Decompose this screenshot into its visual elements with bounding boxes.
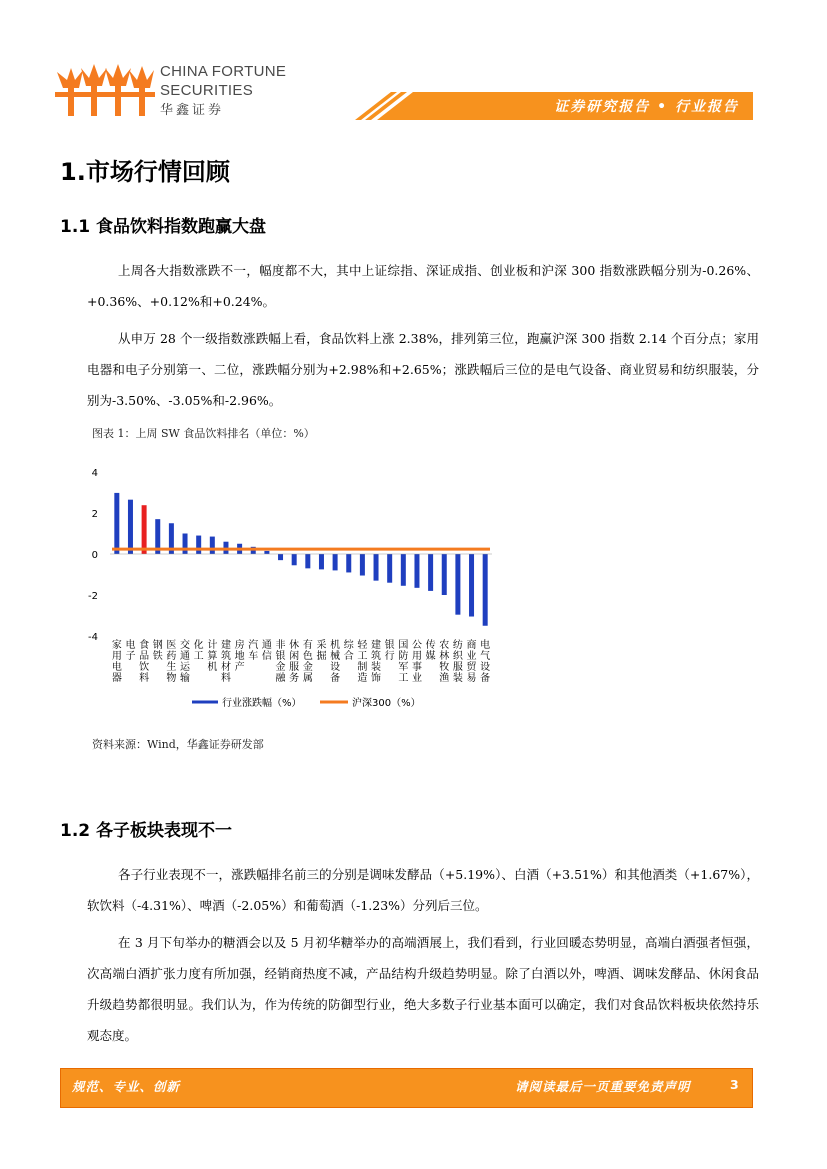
- x-tick-label-char: 器: [111, 673, 122, 684]
- x-tick-label-char: 汽: [248, 640, 259, 651]
- bar: [292, 554, 297, 565]
- x-tick-label-char: 气: [480, 651, 491, 662]
- bar: [360, 554, 365, 576]
- x-tick-label-char: 筑: [371, 651, 382, 662]
- x-tick-label-char: 制: [357, 662, 368, 673]
- bar: [196, 536, 201, 554]
- x-tick-label-char: 品: [139, 651, 150, 662]
- brand-line-1: CHINA FORTUNE: [160, 63, 287, 80]
- x-tick-label-char: 车: [248, 651, 259, 662]
- bar: [305, 554, 310, 568]
- x-tick-label-char: 房: [234, 640, 245, 651]
- x-tick-label-char: 械: [330, 651, 341, 662]
- x-tick-label-char: 物: [166, 673, 177, 684]
- x-tick-label-char: 产: [234, 662, 245, 673]
- figure-caption: 图表 1：上周 SW 食品饮料排名（单位：%）: [92, 427, 315, 440]
- bar: [128, 500, 133, 554]
- x-tick-label-char: 农: [439, 640, 450, 651]
- x-tick-label-char: 化: [193, 640, 204, 651]
- legend-label-industry: 行业涨跌幅（%）: [222, 698, 302, 709]
- bar: [469, 554, 474, 617]
- x-tick-label-char: 电: [111, 662, 122, 673]
- x-tick-label-char: 机: [207, 662, 218, 673]
- bar: [387, 554, 392, 583]
- x-tick-label-char: 银: [275, 651, 286, 662]
- x-tick-label-char: 通: [180, 651, 191, 662]
- paragraph-sw-ranking: 从申万 28 个一级指数涨跌幅上看，食品饮料上涨 2.38%，排列第三位，跑赢沪深 300 指数 2.14 个百分点；家用电器和电子分别第一、二位，涨跌幅分别为+2.98%和+2.65%；涨跌幅后三位的是电气设备、商业贸易和纺织服装，分别为-3.50%、-3.05%和-2.96%。: [87, 331, 759, 408]
- x-tick-label-char: 闲: [289, 651, 300, 662]
- x-tick-label-char: 食: [139, 640, 150, 651]
- x-tick-label-char: 建: [220, 640, 231, 651]
- x-tick-label-char: 有: [302, 640, 313, 651]
- x-tick-label-char: 备: [480, 673, 491, 684]
- x-tick-label-char: 媒: [425, 651, 436, 662]
- x-tick-label-char: 合: [343, 651, 354, 662]
- x-tick-label-char: 设: [480, 662, 491, 673]
- x-tick-label-char: 业: [466, 651, 477, 662]
- sw-ranking-bar-chart: [80, 462, 500, 712]
- x-tick-label-char: 算: [207, 651, 218, 662]
- subsection-heading-1-1: 1.1 食品饮料指数跑赢大盘: [60, 217, 267, 237]
- x-tick-label-char: 计: [207, 640, 218, 651]
- y-tick-label: -4: [88, 632, 98, 643]
- y-tick-label: 2: [91, 509, 98, 520]
- paragraph-index-performance: 上周各大指数涨跌不一，幅度都不大，其中上证综指、深证成指、创业板和沪深 300 指数涨跌幅分别为-0.26%、+0.36%、+0.12%和+0.24%。: [87, 263, 759, 309]
- x-tick-label-char: 务: [289, 673, 300, 684]
- x-tick-label-char: 装: [371, 662, 382, 673]
- x-tick-label-char: 工: [193, 651, 204, 662]
- x-tick-label-char: 饮: [139, 662, 150, 673]
- x-tick-label-char: 地: [234, 651, 245, 662]
- x-tick-label-char: 通: [261, 640, 272, 651]
- bar: [483, 554, 488, 626]
- x-tick-label-char: 电: [125, 640, 136, 651]
- section-heading: 1.市场行情回顾: [60, 158, 230, 186]
- x-tick-label-char: 钢: [152, 640, 163, 651]
- brand-name-english: [160, 62, 286, 100]
- x-tick-label-char: 交: [180, 640, 191, 651]
- x-tick-label-char: 装: [452, 673, 463, 684]
- bar: [414, 554, 419, 588]
- x-tick-label-char: 色: [302, 651, 313, 662]
- subsection-heading-1-2: 1.2 各子板块表现不一: [60, 821, 233, 841]
- bar: [319, 554, 324, 569]
- x-tick-label-char: 药: [166, 651, 177, 662]
- x-tick-label-char: 综: [343, 640, 354, 651]
- x-tick-label-char: 贸: [466, 662, 477, 673]
- x-tick-label-char: 金: [275, 662, 286, 673]
- legend-label-hs300: 沪深300（%）: [352, 698, 421, 709]
- x-tick-label-char: 建: [371, 640, 382, 651]
- x-tick-label-char: 用: [411, 651, 422, 662]
- bar: [374, 554, 379, 581]
- x-tick-label-char: 备: [330, 673, 341, 684]
- x-tick-label-char: 料: [220, 673, 231, 684]
- x-tick-label-char: 军: [398, 662, 409, 673]
- x-tick-label-char: 工: [398, 673, 409, 684]
- x-tick-label-char: 防: [398, 651, 409, 662]
- x-tick-label-char: 商: [466, 640, 477, 651]
- bar: [442, 554, 447, 595]
- x-tick-label-char: 家: [111, 640, 122, 651]
- x-tick-label-char: 融: [275, 673, 286, 684]
- brand-name-chinese: 华鑫证券: [160, 103, 225, 118]
- bar: [278, 554, 283, 560]
- x-tick-label-char: 国: [398, 640, 409, 651]
- x-tick-label-char: 公: [411, 640, 422, 651]
- x-tick-label-char: 属: [302, 673, 313, 684]
- y-tick-label: 0: [91, 550, 98, 561]
- bar: [401, 554, 406, 586]
- bar: [183, 534, 188, 555]
- y-tick-label: -2: [88, 591, 98, 602]
- x-tick-label-char: 生: [166, 662, 177, 673]
- bar: [142, 505, 147, 554]
- bar: [333, 554, 338, 570]
- x-tick-label-char: 休: [289, 640, 300, 651]
- bar: [264, 551, 269, 554]
- x-tick-label-char: 事: [411, 662, 422, 673]
- x-tick-label-char: 运: [180, 662, 191, 673]
- x-tick-label-char: 子: [125, 651, 136, 662]
- x-tick-label-char: 业: [411, 673, 422, 684]
- x-tick-label-char: 材: [220, 662, 231, 673]
- footer-disclaimer-link[interactable]: 请阅读最后一页重要免责声明: [515, 1079, 691, 1094]
- x-tick-label-char: 非: [275, 640, 286, 651]
- x-tick-label-char: 牧: [439, 662, 450, 673]
- x-tick-label-char: 医: [166, 640, 177, 651]
- bar: [428, 554, 433, 591]
- x-tick-label-char: 易: [466, 673, 477, 684]
- x-tick-label-char: 服: [289, 662, 300, 673]
- x-tick-label-char: 筑: [220, 651, 231, 662]
- x-tick-label-char: 林: [439, 651, 450, 662]
- x-tick-label-char: 机: [330, 640, 341, 651]
- x-tick-label-char: 金: [302, 662, 313, 673]
- company-logo: [55, 58, 155, 120]
- x-tick-label-char: 轻: [357, 640, 368, 651]
- x-tick-label-char: 织: [452, 651, 463, 662]
- paragraph-subsector-ranking: 各子行业表现不一，涨跌幅排名前三的分别是调味发酵品（+5.19%）、白酒（+3.51%）和其他酒类（+1.67%），软饮料（-4.31%）、啤酒（-2.05%）和葡萄酒（-1.23%）分列后三位。: [87, 867, 759, 913]
- x-tick-label-char: 工: [357, 651, 368, 662]
- x-tick-label-char: 输: [180, 673, 191, 684]
- x-tick-label-char: 服: [452, 662, 463, 673]
- x-tick-label-char: 掘: [316, 651, 327, 662]
- x-tick-label-char: 饰: [371, 673, 382, 684]
- bar: [455, 554, 460, 615]
- x-tick-label-char: 行: [384, 651, 395, 662]
- x-tick-label-char: 银: [384, 640, 395, 651]
- x-tick-label-char: 料: [139, 673, 150, 684]
- x-tick-label-char: 用: [111, 651, 122, 662]
- report-type-label: 证券研究报告 • 行业报告: [554, 99, 739, 115]
- x-tick-label-char: 纺: [452, 640, 463, 651]
- x-tick-label-char: 造: [357, 673, 368, 684]
- paragraph-industry-outlook: 在 3 月下旬举办的糖酒会以及 5 月初华糖举办的高端酒展上，我们看到，行业回暖态势明显，高端白酒强者恒强，次高端白酒扩张力度有所加强，经销商热度不减，产品结构升级趋势明显。除了白酒以外，啤酒、调味发酵品、休闲食品升级趋势都很明显。我们认为，作为传统的防御型行业，绝大多数子行业基本面可以确定，我们对食品饮料板块依然持乐观态度。: [87, 935, 759, 1043]
- x-tick-label-char: 传: [425, 640, 436, 651]
- figure-source: 资料来源：Wind，华鑫证券研发部: [92, 738, 264, 751]
- page-number: 3: [730, 1077, 739, 1092]
- x-tick-label-char: 电: [480, 640, 491, 651]
- brand-line-2: SECURITIES: [160, 82, 254, 99]
- x-tick-label-char: 信: [261, 651, 272, 662]
- x-tick-label-char: 铁: [152, 651, 163, 662]
- x-tick-label-char: 设: [330, 662, 341, 673]
- bar: [346, 554, 351, 572]
- x-tick-label-char: 采: [316, 640, 327, 651]
- bar: [210, 537, 215, 554]
- bar: [114, 493, 119, 554]
- x-tick-label-char: 渔: [439, 673, 450, 684]
- y-tick-label: 4: [91, 468, 98, 479]
- footer-slogan: 规范、专业、创新: [72, 1079, 181, 1094]
